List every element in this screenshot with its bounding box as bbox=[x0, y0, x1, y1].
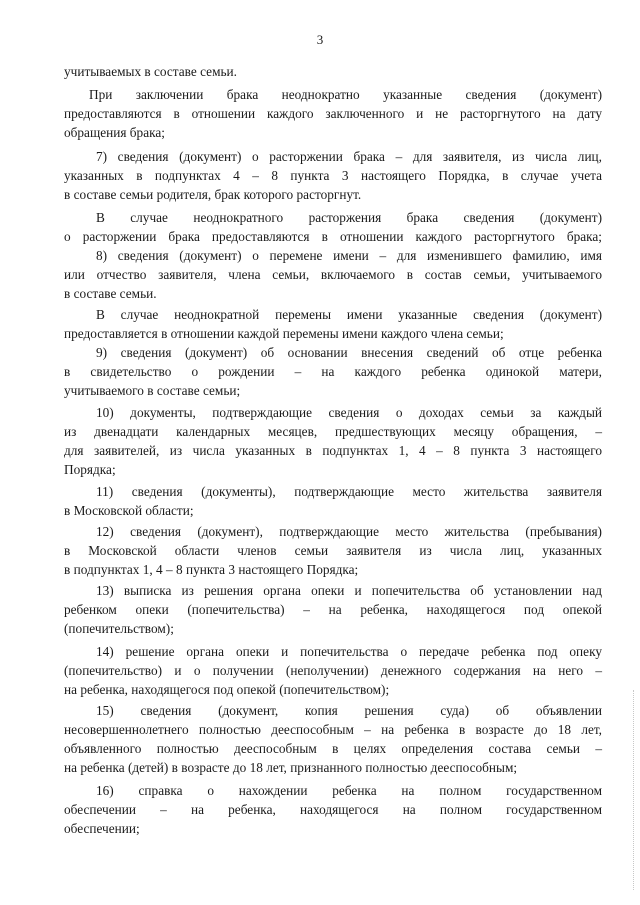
text-line: ребенком опеки (попечительства) – на ребенка, находящегося под опекой bbox=[64, 602, 602, 617]
text-line: 8) сведения (документ) о перемене имени – для изменившего фамилию, имя bbox=[96, 248, 602, 263]
text-line: или отчество заявителя, члена семьи, включаемого в состав семьи, учитываемого bbox=[64, 267, 602, 282]
text-line: на ребенка, находящегося под опекой (попечительством); bbox=[64, 682, 390, 697]
text-line: (попечительство) и о получении (неполучении) денежного содержания на него – bbox=[64, 663, 602, 678]
text-line: обращения брака; bbox=[64, 125, 165, 140]
text-line: несовершеннолетнего полностью дееспособным – на ребенка в возрасте до 18 лет, bbox=[64, 722, 602, 737]
text-line: в Московской области членов семьи заявителя из числа лиц, указанных bbox=[64, 543, 602, 558]
scan-margin-mark bbox=[633, 690, 636, 890]
text-line: Порядка; bbox=[64, 462, 116, 477]
text-line: обеспечении; bbox=[64, 821, 140, 836]
text-line: 7) сведения (документ) о расторжении брака – для заявителя, из числа лиц, bbox=[96, 149, 602, 164]
text-line: объявленного полностью дееспособным в целях определения состава семьи – bbox=[64, 741, 602, 756]
text-line: на ребенка (детей) в возрасте до 18 лет, признанного полностью дееспособным; bbox=[64, 760, 518, 775]
text-line: в свидетельство о рождении – на каждого ребенка одинокой матери, bbox=[64, 364, 602, 379]
text-line: в Московской области; bbox=[64, 503, 194, 518]
page-number: 3 bbox=[316, 32, 324, 47]
text-line: в составе семьи родителя, брак которого расторгнут. bbox=[64, 187, 362, 202]
text-line: 9) сведения (документ) об основании внесения сведений об отце ребенка bbox=[96, 345, 602, 360]
text-line: 13) выписка из решения органа опеки и попечительства об установлении над bbox=[96, 583, 602, 598]
text-line: 16) справка о нахождении ребенка на полном государственном bbox=[96, 783, 602, 798]
text-line: В случае неоднократной перемены имени указанные сведения (документ) bbox=[96, 307, 602, 322]
text-line: В случае неоднократного расторжения брака сведения (документ) bbox=[96, 210, 602, 225]
text-line: 12) сведения (документ), подтверждающие место жительства (пребывания) bbox=[96, 524, 602, 539]
text-line: указанных в подпунктах 4 – 8 пункта 3 настоящего Порядка, в случае учета bbox=[64, 168, 602, 183]
text-line: предоставляются в отношении каждого заключенного и не расторгнутого на дату bbox=[64, 106, 602, 121]
text-line: обеспечении – на ребенка, находящегося на полном государственном bbox=[64, 802, 602, 817]
text-line: в составе семьи. bbox=[64, 286, 157, 301]
text-line: учитываемых в составе семьи. bbox=[64, 64, 237, 79]
text-line: в подпунктах 1, 4 – 8 пункта 3 настоящего Порядка; bbox=[64, 562, 359, 577]
text-line: учитываемого в составе семьи; bbox=[64, 383, 241, 398]
text-line: о расторжении брака предоставляются в отношении каждого расторгнутого брака; bbox=[64, 229, 602, 244]
text-line: 14) решение органа опеки и попечительства о передаче ребенка под опеку bbox=[96, 644, 602, 659]
text-line: 11) сведения (документы), подтверждающие место жительства заявителя bbox=[96, 484, 602, 499]
text-line: из двенадцати календарных месяцев, предшествующих месяцу обращения, – bbox=[64, 424, 602, 439]
text-line: При заключении брака неоднократно указанные сведения (документ) bbox=[89, 87, 602, 102]
text-line: 15) сведения (документ, копия решения суда) об объявлении bbox=[96, 703, 602, 718]
text-line: (попечительством); bbox=[64, 621, 174, 636]
text-line: предоставляется в отношении каждой перемены имени каждого члена семьи; bbox=[64, 326, 504, 341]
text-line: 10) документы, подтверждающие сведения о доходах семьи за каждый bbox=[96, 405, 602, 420]
text-line: для заявителей, из числа указанных в подпунктах 1, 4 – 8 пункта 3 настоящего bbox=[64, 443, 602, 458]
